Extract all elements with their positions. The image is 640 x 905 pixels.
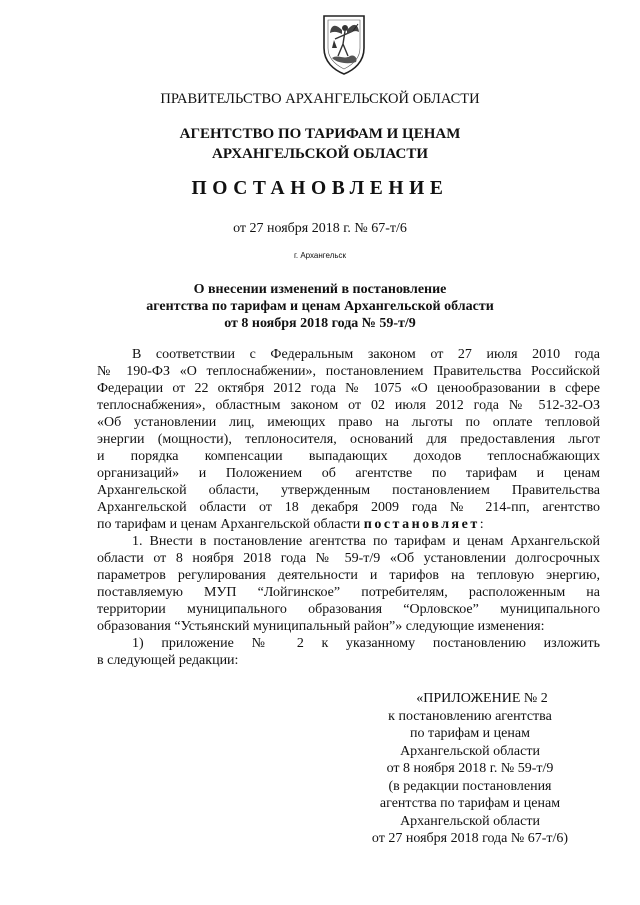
body-line: Архангельской области, утвержденным постановлением Правительства: [97, 483, 600, 498]
appendix-line: агентства по тарифам и ценам: [379, 796, 561, 811]
appendix-header: [340, 690, 600, 848]
body-line: параметров регулирования деятельности и тарифов на тепловую энергию,: [97, 568, 600, 583]
body-line: 1) приложение № 2 к указанному постановлению изложить: [132, 636, 600, 651]
appendix-line: (в редакции постановления: [388, 778, 552, 794]
document-subject: [0, 281, 640, 332]
body-line: Архангельской области от 18 декабря 2009 года № 214-пп, агентство: [97, 500, 600, 515]
body-line: энергии (мощности), теплоносителя, оснований для предоставления льгот: [97, 432, 600, 447]
appendix-line: Архангельской области: [400, 743, 540, 759]
document-city: г. Архангельск: [293, 251, 347, 260]
appendix-line: «ПРИЛОЖЕНИЕ № 2: [416, 691, 548, 706]
subject-line: от 8 ноября 2018 года № 59-т/9: [224, 316, 416, 331]
body-line: образования “Устьянский муниципальный район”» следующие изменения:: [97, 619, 545, 634]
government-name: ПРАВИТЕЛЬСТВО АРХАНГЕЛЬСКОЙ ОБЛАСТИ: [160, 91, 480, 107]
agency-name: [0, 124, 640, 164]
document-date-number: от 27 ноября 2018 г. № 67-т/6: [233, 221, 407, 236]
resolution-colon: :: [479, 517, 484, 532]
body-line: по тарифам и ценам Архангельской области: [97, 517, 361, 532]
body-line: в следующей редакции:: [97, 653, 239, 668]
appendix-line: от 27 ноября 2018 года № 67-т/6): [371, 831, 569, 846]
body-line-resolution: [97, 516, 600, 533]
appendix-line: к постановлению агентства: [388, 708, 552, 724]
resolution-keyword: постановляет: [363, 517, 480, 532]
body-line: В соответствии с Федеральным законом от 27 июля 2010 года: [132, 347, 600, 362]
appendix-line: от 8 ноября 2018 г. № 59-т/9: [386, 761, 554, 776]
agency-line: АРХАНГЕЛЬСКОЙ ОБЛАСТИ: [212, 146, 428, 162]
body-line: и порядка компенсации выпадающих доходов теплоснабжающих: [97, 449, 600, 464]
agency-line: АГЕНТСТВО ПО ТАРИФАМ И ЦЕНАМ: [179, 126, 461, 142]
body-line: теплоснабжения», областным законом от 02 июля 2012 года № 512-32-ОЗ: [97, 398, 600, 413]
subject-line: О внесении изменений в постановление: [193, 282, 447, 297]
body-line: Федерации от 22 октября 2012 года № 1075 «О ценообразовании в сфере: [97, 381, 600, 396]
appendix-line: Архангельской области: [400, 813, 540, 829]
subject-line: агентства по тарифам и ценам Архангельской области: [146, 299, 494, 314]
body-line: № 190-ФЗ «О теплоснабжении», постановлением Правительства Российской: [97, 364, 600, 379]
coat-of-arms-icon: [318, 12, 370, 76]
body-line: «Об установлении лиц, имеющих право на льготы по оплате тепловой: [97, 415, 600, 430]
body-line: территории муниципального образования “Орловское” муниципального: [97, 602, 600, 617]
body-line: поставляемую МУП “Лойгинское” потребителям, расположенным на: [97, 585, 600, 600]
body-line: 1. Внести в постановление агентства по тарифам и ценам Архангельской: [132, 534, 600, 549]
body-line: организаций» и Положением об агентстве по тарифам и ценам: [97, 466, 600, 481]
body-line: области от 8 ноября 2018 года № 59-т/9 «Об установлении долгосрочных: [97, 551, 600, 566]
document-type: ПОСТАНОВЛЕНИЕ: [191, 178, 449, 199]
document-body: [97, 346, 600, 669]
appendix-line: по тарифам и ценам: [410, 726, 530, 741]
